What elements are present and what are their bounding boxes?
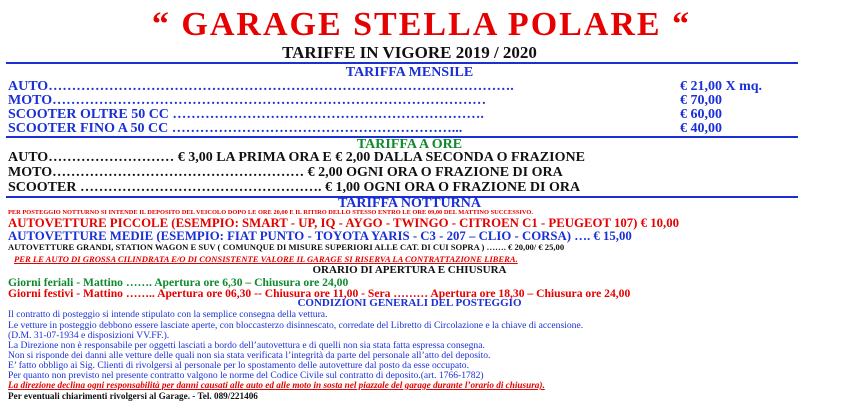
monthly-item-auto	[8, 80, 514, 94]
monthly-item-scooter-over-50	[8, 108, 484, 122]
general-conditions-heading: CONDIZIONI GENERALI DEL POSTEGGIO	[297, 297, 522, 309]
night-rate-heading: TARIFFA NOTTURNA	[338, 196, 481, 211]
monthly-item-value: € 70,00	[680, 93, 722, 108]
monthly-item-label: SCOOTER OLTRE 50 CC ………………………………………………………….	[8, 107, 484, 122]
hourly-rate-heading: TARIFFA A ORE	[356, 137, 463, 152]
condition-line: Non si risponde dei danni alle vetture delle quali non sia stata verificata l’integrità da parte del personale all’atto del deposito.	[8, 350, 491, 361]
hourly-item-moto: MOTO……………………………………………… € 2,00 OGNI ORA O FRAZIONE DI ORA	[8, 165, 563, 180]
monthly-item-label: SCOOTER FINO A 50 CC ……………………………………………………...	[8, 121, 463, 136]
tariff-year-subtitle: TARIFFE IN VIGORE 2019 / 2020	[282, 43, 537, 62]
holiday-hours: Giorni festivi - Mattino …….. Apertura ore 06,30 -- Chiusura ore 11,00 - Sera ……… Apertura ore 18,30 – Chiusura ore 24,00	[8, 287, 631, 300]
contact-line: Per eventuali chiarimenti rivolgersi al Garage. - Tel. 089/221406	[8, 391, 258, 401]
night-rate-medium-cars: AUTOVETTURE MEDIE (ESEMPIO: FIAT PUNTO - TOYOTA YARIS - C3 - 207 – CLIO - CORSA) …. € 15,00	[8, 229, 632, 243]
condition-line: (D.M. 31-07-1934 e disposizioni VV.FF.).	[8, 330, 170, 341]
monthly-item-moto	[8, 94, 486, 108]
large-engine-warning: PER LE AUTO DI GROSSA CILINDRATA E/O DI CONSISTENTE VALORE IL GARAGE SI RISERVA LA CONTRATTAZIONE LIBERA.	[14, 254, 518, 264]
monthly-item-label: MOTO…………………………………………………………………………………	[8, 93, 487, 108]
monthly-item-scooter-under-50	[8, 122, 462, 136]
monthly-item-value: € 21,00 X mq.	[680, 79, 763, 94]
condition-line: La Direzione non è responsabile per oggetti lasciati a bordo dell’autovettura e di quelli non sia stata fatta espressa consegna.	[8, 340, 485, 351]
weekday-hours: Giorni feriali - Mattino ……. Apertura ore 6,30 – Chiusura ore 24,00	[8, 276, 349, 289]
night-rate-note: PER POSTEGGIO NOTTURNO SI INTENDE IL DEPOSITO DEL VEICOLO DOPO LE ORE 20,00 E IL RITIRO DELLO STESSO ENTRO LE ORE 09,00 DEL MATTINO SUCCESSIVO.	[8, 209, 533, 216]
condition-line: E’ fatto obbligo ai Sig. Clienti di rivolgersi al personale per lo spostamento delle autovetture dal posto da esse occupato.	[8, 360, 470, 371]
monthly-item-value: € 60,00	[680, 107, 722, 122]
monthly-item-value: € 40,00	[680, 121, 722, 136]
closing-hours-disclaimer: La direzione declina ogni responsabilità per danni causati alle auto ed alle moto in sosta nel piazzale del garage durante l’orario di chiusura).	[8, 380, 545, 390]
condition-line: Il contratto di posteggio si intende stipulato con la semplice consegna della vettura.	[8, 309, 328, 320]
monthly-rate-heading: TARIFFA MENSILE	[345, 65, 474, 80]
divider-mensile	[6, 62, 798, 64]
condition-line: Per quanto non previsto nel presente contratto valgono le norme del Codice Civile sul contratto di deposito.(art. 1766-1782)	[8, 370, 484, 381]
opening-hours-heading: ORARIO DI APERTURA E CHIUSURA	[312, 264, 507, 276]
hourly-item-auto: AUTO……………………… € 3,00 LA PRIMA ORA E € 2,00 DALLA SECONDA O FRAZIONE	[8, 150, 585, 165]
condition-line: Le vetture in posteggio debbono essere lasciate aperte, con bloccasterzo disinnescato, corredate del Libretto di Circolazione e la chiave di accensione.	[8, 320, 584, 331]
garage-title: “ GARAGE STELLA POLARE “	[151, 6, 692, 43]
night-rate-small-cars: AUTOVETTURE PICCOLE (ESEMPIO: SMART - UP, IQ - AYGO - TWINGO - CITROEN C1 - PEUGEOT 107) € 10,00	[8, 216, 679, 230]
monthly-item-label: AUTO……………………………………………………………………………………….	[8, 79, 514, 94]
night-rate-large-cars: AUTOVETTURE GRANDI, STATION WAGON E SUV ( COMUNQUE DI MISURE SUPERIORI ALLE CAT. DI CUI SOPRA ) ……. € 20,00/ € 25,00	[8, 242, 565, 252]
hourly-item-scooter: SCOOTER ……………………………………………. € 1,00 OGNI ORA O FRAZIONE DI ORA	[8, 180, 581, 195]
